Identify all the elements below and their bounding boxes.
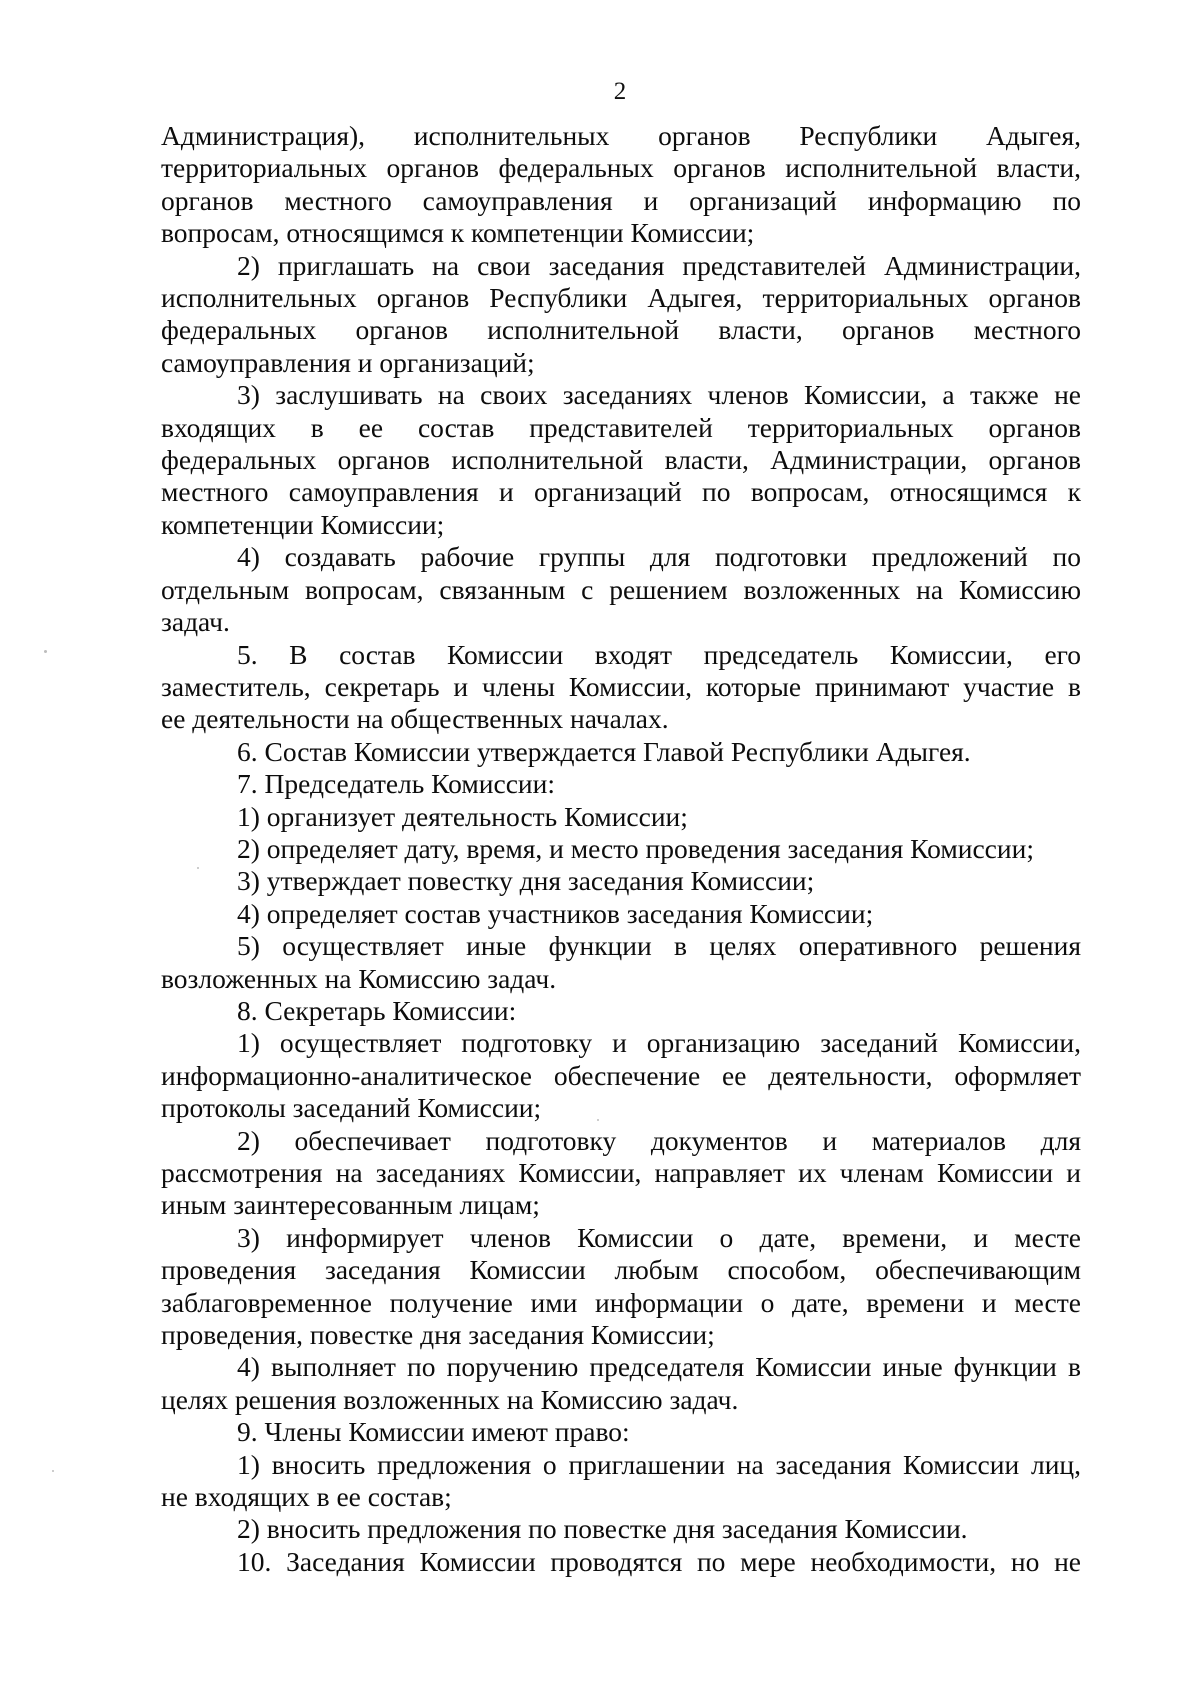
text-line: заместитель, секретарь и члены Комиссии, которые принимают участие в [161,670,1081,702]
text-line: вопросам, относящимся к компетенции Комиссии; [161,217,755,249]
text-line: 1) осуществляет подготовку и организацию заседаний Комиссии, [237,1027,1081,1059]
page-number: 2 [613,78,627,105]
text-line: входящих в ее состав представителей территориальных органов [161,411,1081,443]
text-line: 10. Заседания Комиссии проводятся по мере необходимости, но не [237,1545,1081,1577]
text-line: 3) заслушивать на своих заседаниях членов Комиссии, а также не [237,379,1081,411]
text-line: 4) создавать рабочие группы для подготовки предложений по [237,541,1081,573]
text-line: 5. В состав Комиссии входят председатель Комиссии, его [237,638,1081,670]
text-line: проведения заседания Комиссии любым способом, обеспечивающим [161,1254,1081,1286]
text-line: информационно-аналитическое обеспечение ее деятельности, оформляет [161,1059,1081,1091]
text-line: федеральных органов исполнительной власти, органов местного [161,314,1081,346]
text-line: 2) приглашать на свои заседания представителей Администрации, [237,249,1081,281]
scan-speck [597,1119,599,1121]
text-line: 3) информирует членов Комиссии о дате, времени, и месте [237,1221,1081,1253]
text-line: 2) определяет дату, время, и место проведения заседания Комиссии; [237,832,1034,864]
text-line: компетенции Комиссии; [161,508,445,540]
text-line: 2) обеспечивает подготовку документов и материалов для [237,1124,1081,1156]
document-body [161,120,1081,1578]
text-line: 5) осуществляет иные функции в целях оперативного решения [237,930,1081,962]
text-line: 8. Секретарь Комиссии: [237,994,517,1026]
text-line: исполнительных органов Республики Адыгея, территориальных органов [161,282,1081,314]
text-line: самоуправления и организаций; [161,346,535,378]
text-line: 7. Председатель Комиссии: [237,768,555,800]
text-line: не входящих в ее состав; [161,1481,452,1513]
text-line: рассмотрения на заседаниях Комиссии, направляет их членам Комиссии и [161,1157,1081,1188]
text-line: проведения, повестке дня заседания Комиссии; [161,1319,715,1351]
text-line: заблаговременное получение ими информации о дате, времени и месте [161,1286,1081,1318]
text-line: отдельным вопросам, связанным с решением возложенных на Комиссию [161,573,1081,605]
text-line: федеральных органов исполнительной власти, Администрации, органов [161,444,1081,476]
text-line: 4) определяет состав участников заседания Комиссии; [237,897,874,929]
scan-speck [197,867,199,869]
text-line: Администрация), исполнительных органов Республики Адыгея, [161,120,1081,151]
text-line: целях решения возложенных на Комиссию задач. [161,1383,739,1415]
text-line: 9. Члены Комиссии имеют право: [237,1416,630,1448]
text-line: 3) утверждает повестку дня заседания Комиссии; [237,865,815,897]
text-line: территориальных органов федеральных органов исполнительной власти, [161,152,1081,184]
text-line: ее деятельности на общественных началах. [161,703,669,735]
text-line: органов местного самоуправления и организаций информацию по [161,184,1081,216]
text-line: местного самоуправления и организаций по вопросам, относящимся к [161,476,1081,508]
text-line: 1) вносить предложения о приглашении на заседания Комиссии лиц, [237,1448,1081,1480]
text-line: иным заинтересованным лицам; [161,1189,540,1221]
text-line: 4) выполняет по поручению председателя Комиссии иные функции в [237,1351,1081,1383]
text-line: 6. Состав Комиссии утверждается Главой Республики Адыгея. [237,735,971,767]
text-line: 2) вносить предложения по повестке дня заседания Комиссии. [237,1513,968,1545]
scan-speck [52,1470,54,1472]
text-line: протоколы заседаний Комиссии; [161,1092,542,1124]
text-line: 1) организует деятельность Комиссии; [237,800,688,832]
scan-speck [44,650,47,653]
text-line: возложенных на Комиссию задач. [161,962,557,994]
text-line: задач. [161,606,230,638]
